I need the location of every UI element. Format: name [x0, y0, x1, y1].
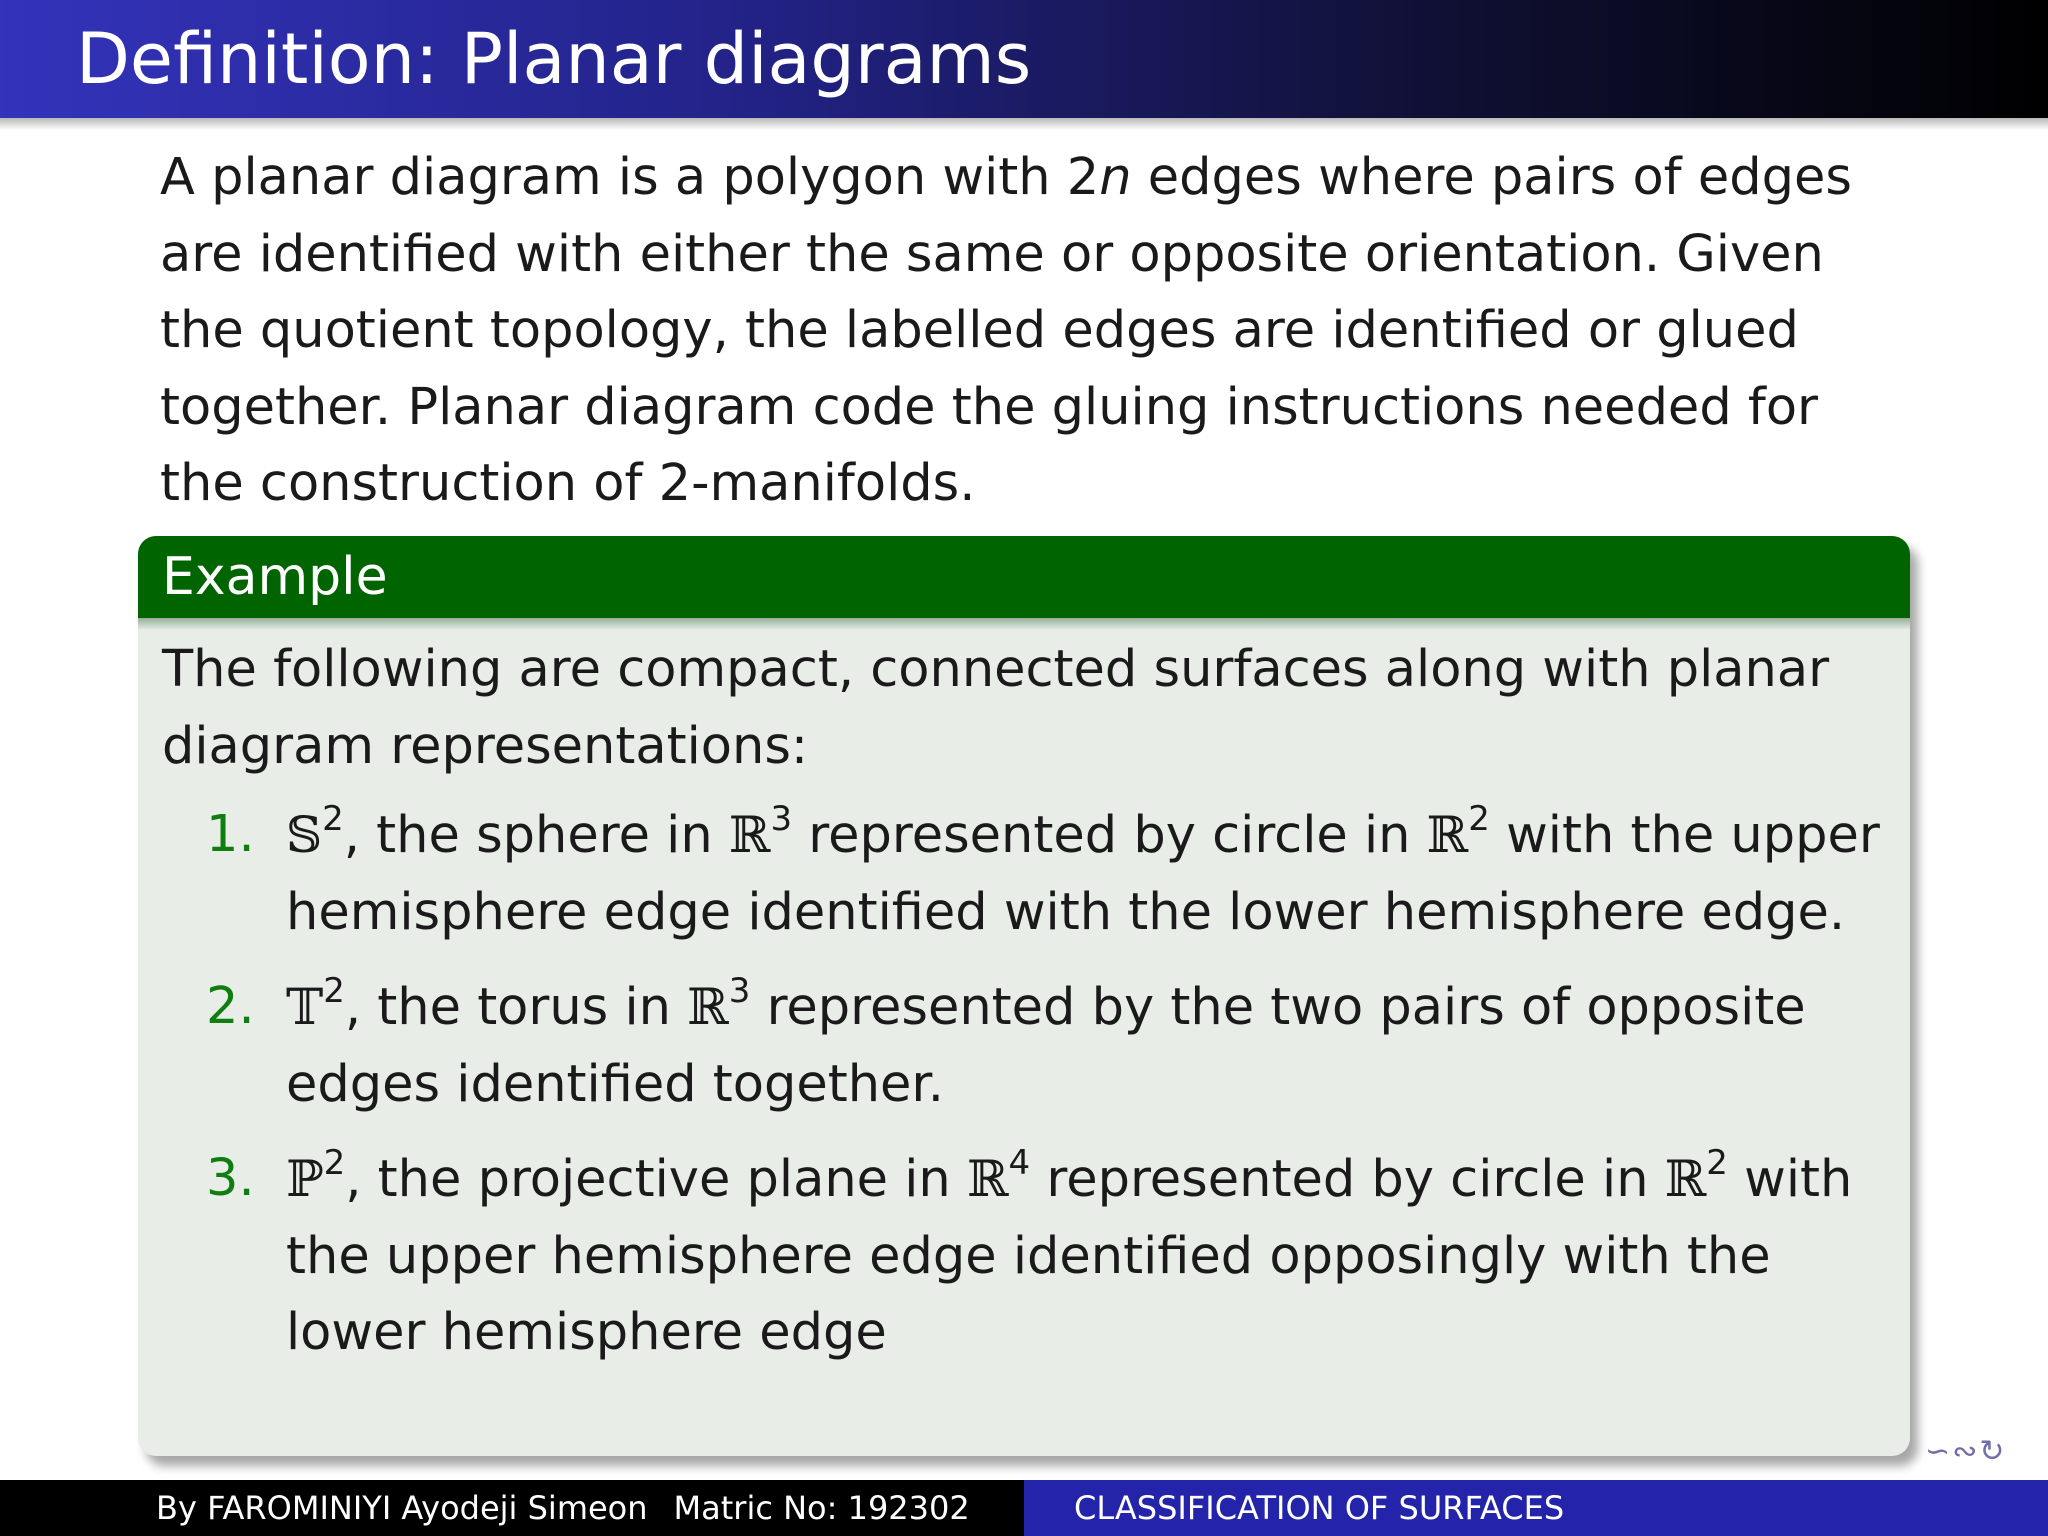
item-text: represented by circle in: [1030, 1150, 1665, 1209]
footer-matric: Matric No: 192302: [673, 1489, 970, 1527]
list-item-projective-plane: [162, 1141, 1886, 1372]
slide-title: Definition: Planar diagrams: [76, 18, 1032, 100]
item-text: with the upper hemisphere edge identified with the lower hemisphere edge.: [286, 806, 1880, 942]
footer-topic: CLASSIFICATION OF SURFACES: [1074, 1489, 1565, 1527]
definition-paragraph: [160, 140, 1900, 523]
example-block: [138, 536, 1910, 1456]
footer-author: By FAROMINIYI Ayodeji Simeon: [156, 1489, 648, 1527]
item-text: , the torus in: [344, 978, 688, 1037]
sphere-symbol: 𝕊: [286, 806, 323, 864]
item-text: , the sphere in: [343, 806, 729, 865]
list-number: 2.: [206, 977, 255, 1036]
item-text: represented by the two pairs of opposite edges identified together.: [286, 978, 1806, 1114]
footer: [0, 1480, 2048, 1536]
definition-part-1: A planar diagram is a polygon with 2: [160, 148, 1100, 207]
projective-symbol-sup: 2: [323, 1143, 346, 1183]
real-plane-sup: 2: [1706, 1143, 1728, 1183]
example-intro: The following are compact, connected surfaces along with planar diagram representations:: [162, 640, 1830, 776]
list-number: 3.: [206, 1149, 255, 1208]
real-space-symbol: ℝ: [687, 978, 729, 1036]
list-number: 1.: [206, 805, 255, 864]
example-list: [162, 797, 1886, 1372]
item-text: with the upper hemisphere edge identified opposingly with the lower hemisphere edge: [286, 1150, 1853, 1362]
real-space-sup: 3: [728, 971, 751, 1011]
beamer-navigation-icons[interactable]: ∽∾↻: [1925, 1434, 2007, 1469]
real-plane-symbol: ℝ: [1664, 1150, 1707, 1208]
real-space-symbol: ℝ: [966, 1150, 1009, 1208]
example-block-body: [138, 618, 1910, 1372]
list-item-sphere: [162, 797, 1886, 951]
real-space-symbol: ℝ: [728, 806, 771, 864]
definition-text: [160, 140, 1900, 523]
projective-symbol: ℙ: [286, 1150, 324, 1208]
title-shadow: [0, 118, 2048, 130]
real-plane-sup: 2: [1468, 799, 1490, 839]
real-space-sup: 3: [770, 799, 793, 839]
example-block-title: Example: [138, 536, 1910, 618]
footer-right: [1024, 1480, 2048, 1536]
torus-symbol-sup: 2: [323, 971, 345, 1011]
real-plane-symbol: ℝ: [1426, 806, 1469, 864]
list-item-torus: [162, 969, 1886, 1123]
real-space-sup: 4: [1008, 1143, 1031, 1183]
sphere-symbol-sup: 2: [322, 799, 344, 839]
definition-variable: n: [1099, 148, 1132, 207]
torus-symbol: 𝕋: [286, 978, 324, 1036]
title-bar: [0, 0, 2048, 118]
item-text: , the projective plane in: [345, 1150, 967, 1209]
definition-part-2: edges where pairs of edges are identified with either the same or opposite orientation. Given the quotient topology, the labelled edges are identified or glued together. Planar diagram code the gluing instructions needed for the construction of 2-manifolds.: [160, 148, 1852, 513]
footer-left: [0, 1480, 1024, 1536]
item-text: represented by circle in: [792, 806, 1427, 865]
